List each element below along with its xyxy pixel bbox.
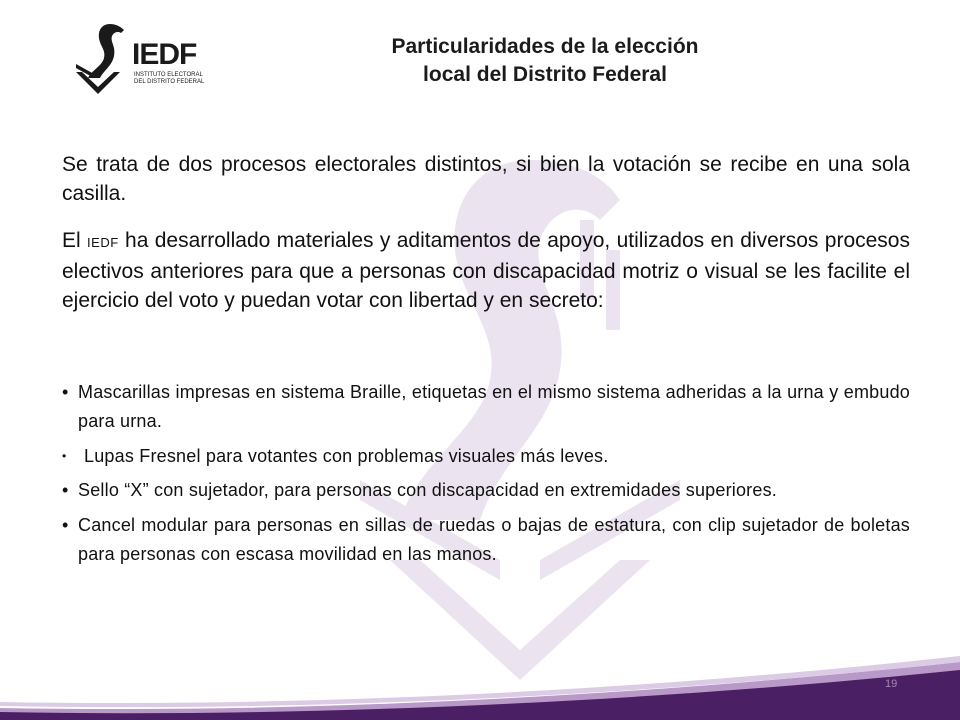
paragraph-2 — [62, 226, 910, 315]
footer-swoosh — [0, 650, 960, 720]
logo-subtitle: INSTITUTO ELECTORAL DEL DISTRITO FEDERAL — [134, 72, 205, 85]
bullet-text: Mascarillas impresas en sistema Braille, etiquetas en el mismo sistema adheridas a la urna y embudo para urna. — [78, 382, 910, 431]
list-item — [62, 378, 910, 436]
list-item — [62, 511, 910, 569]
p2-prefix: El — [62, 229, 88, 252]
bullet-icon: • — [62, 480, 69, 500]
iedf-logo — [72, 20, 206, 102]
list-item — [62, 442, 910, 471]
title-line-1: Particularidades de la elección — [391, 35, 699, 58]
p2-acronym: IEDF — [87, 235, 119, 250]
bullet-icon: • — [62, 449, 67, 463]
page-number: 19 — [885, 678, 898, 690]
title-line-2: local del Distrito Federal — [423, 63, 667, 86]
bullet-text: Lupas Fresnel para votantes con problemas visuales más leves. — [84, 446, 609, 466]
bullet-list — [62, 378, 910, 575]
p2-rest: ha desarrollado materiales y aditamentos de apoyo, utilizados en diversos procesos electivos anteriores para que a personas con discapacidad motriz o visual se les facilite el ejercicio del voto y puedan votar con libertad y en secreto: — [62, 229, 910, 312]
list-item — [62, 476, 910, 505]
paragraph-1: Se trata de dos procesos electorales distintos, si bien la votación se recibe en una sola casilla. — [62, 153, 910, 205]
bullet-text: Sello “X” con sujetador, para personas con discapacidad en extremidades superiores. — [78, 480, 777, 500]
bullet-icon: • — [62, 515, 69, 535]
bullet-icon: • — [62, 382, 69, 402]
slide-title — [300, 33, 790, 89]
bullet-text: Cancel modular para personas en sillas de ruedas o bajas de estatura, con clip sujetador de boletas para personas con escasa movilidad en las manos. — [78, 515, 910, 564]
logo-wordmark: IEDF — [132, 38, 197, 71]
